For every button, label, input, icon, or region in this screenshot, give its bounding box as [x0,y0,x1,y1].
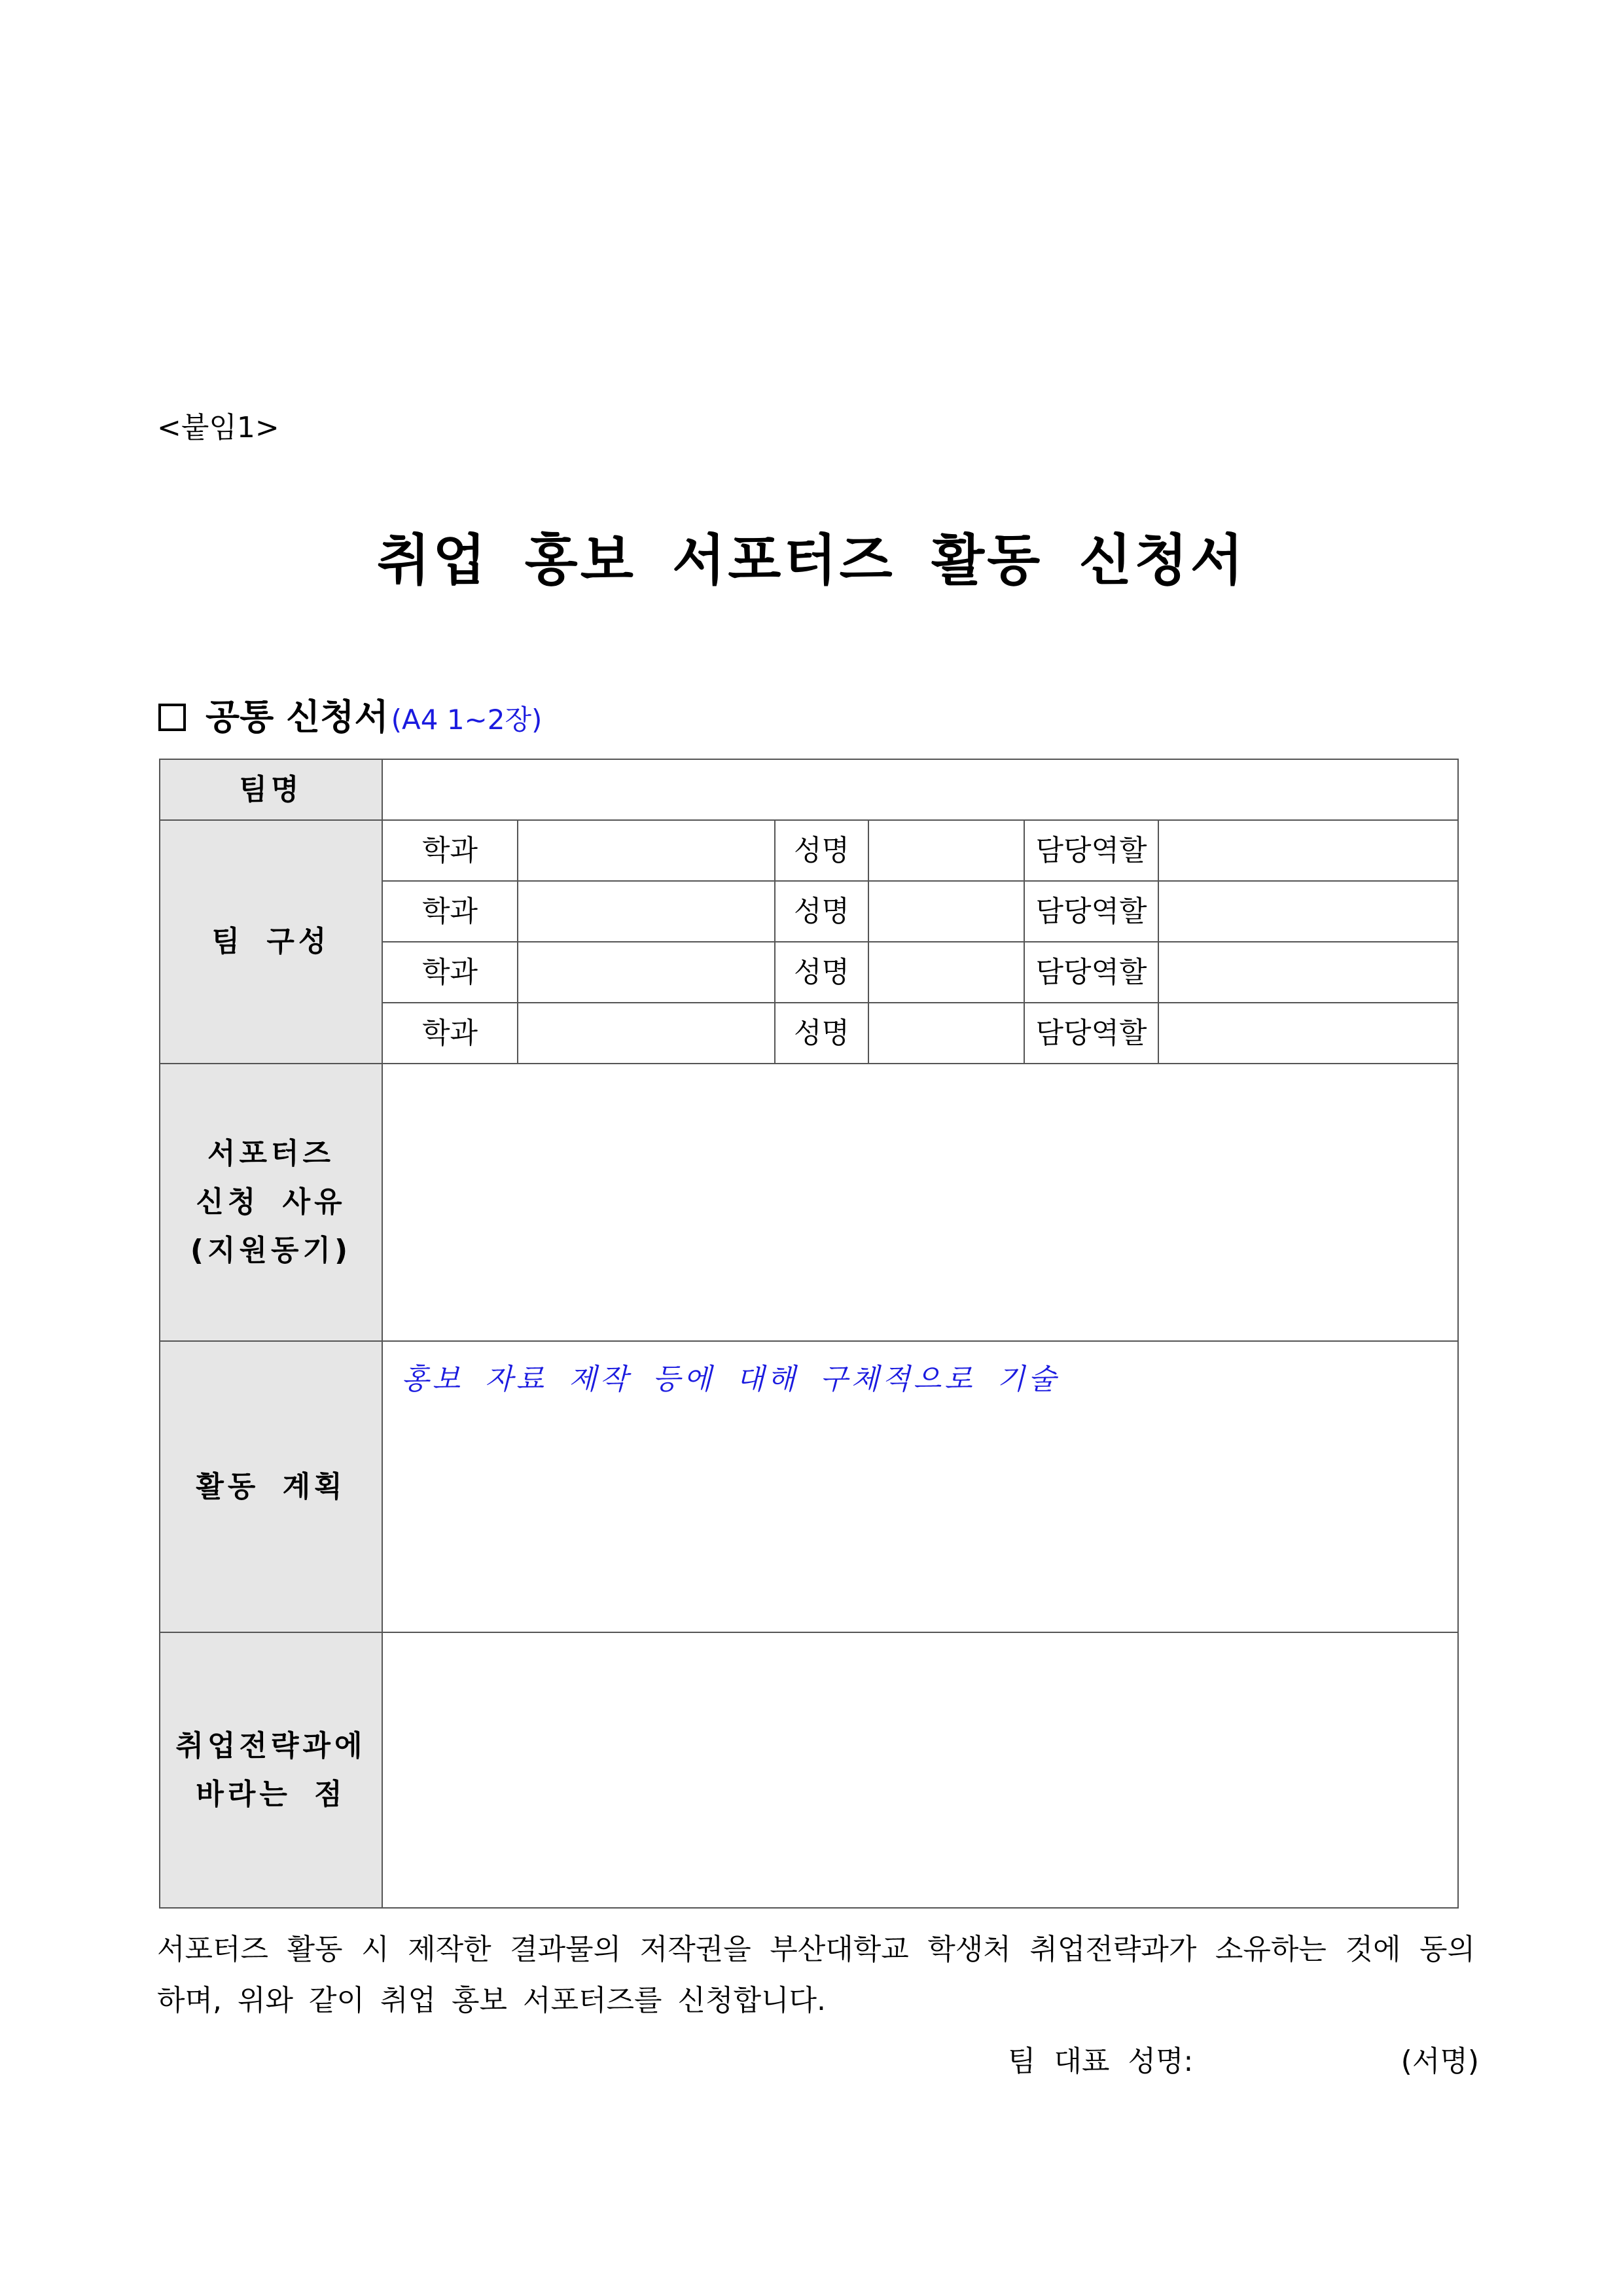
team-name-input[interactable] [382,759,1458,820]
name-input[interactable] [868,881,1024,942]
department-input[interactable] [518,881,775,942]
signature-mark[interactable]: (서명) [1400,2045,1479,2078]
department-input[interactable] [518,1003,775,1064]
checkbox-square-icon [158,704,186,731]
plan-hint-text: 홍보 자료 제작 등에 대해 구체적으로 기술 [401,1363,1060,1396]
role-label: 담당역할 [1024,820,1158,881]
wishes-input[interactable] [382,1632,1458,1908]
role-input[interactable] [1158,1003,1458,1064]
plan-input[interactable] [382,1341,1458,1632]
department-label: 학과 [382,1003,518,1064]
name-label: 성명 [775,1003,868,1064]
name-input[interactable] [868,942,1024,1003]
team-name-label: 팀명 [160,759,382,820]
reason-input[interactable] [382,1064,1458,1341]
name-label: 성명 [775,881,868,942]
department-input[interactable] [518,820,775,881]
wishes-label: 취업전략과에 바라는 점 [160,1632,382,1908]
plan-label: 활동 계획 [160,1341,382,1632]
consent-statement-line-2: 하며, 위와 같이 취업 홍보 서포터즈를 신청합니다. [157,1984,826,2017]
role-input[interactable] [1158,942,1458,1003]
role-input[interactable] [1158,820,1458,881]
section-heading [158,691,542,744]
page-title: 취업 홍보 서포터즈 활동 신청서 [377,528,1246,592]
section-page-note: (A4 1~2장) [391,704,543,736]
team-name-row [160,759,1458,820]
wishes-row [160,1632,1458,1908]
application-form-table [159,759,1459,1909]
role-label: 담당역할 [1024,881,1158,942]
name-label: 성명 [775,820,868,881]
section-heading-text: 공통 신청서 [205,696,389,738]
team-member-row [160,820,1458,881]
name-input[interactable] [868,1003,1024,1064]
role-input[interactable] [1158,881,1458,942]
reason-label: 서포터즈 신청 사유 (지원동기) [160,1064,382,1341]
role-label: 담당역할 [1024,942,1158,1003]
department-label: 학과 [382,881,518,942]
name-input[interactable] [868,820,1024,881]
department-label: 학과 [382,942,518,1003]
consent-statement-line-1: 서포터즈 활동 시 제작한 결과물의 저작권을 부산대학교 학생처 취업전략과가 소유하는 것에 동의 [157,1933,1475,1966]
name-label: 성명 [775,942,868,1003]
signature-label: 팀 대표 성명: [1008,2045,1194,2078]
plan-row [160,1341,1458,1632]
attachment-label: <붙임1> [157,411,279,444]
department-label: 학과 [382,820,518,881]
team-composition-label: 팀 구성 [160,820,382,1064]
department-input[interactable] [518,942,775,1003]
reason-row [160,1064,1458,1341]
role-label: 담당역할 [1024,1003,1158,1064]
